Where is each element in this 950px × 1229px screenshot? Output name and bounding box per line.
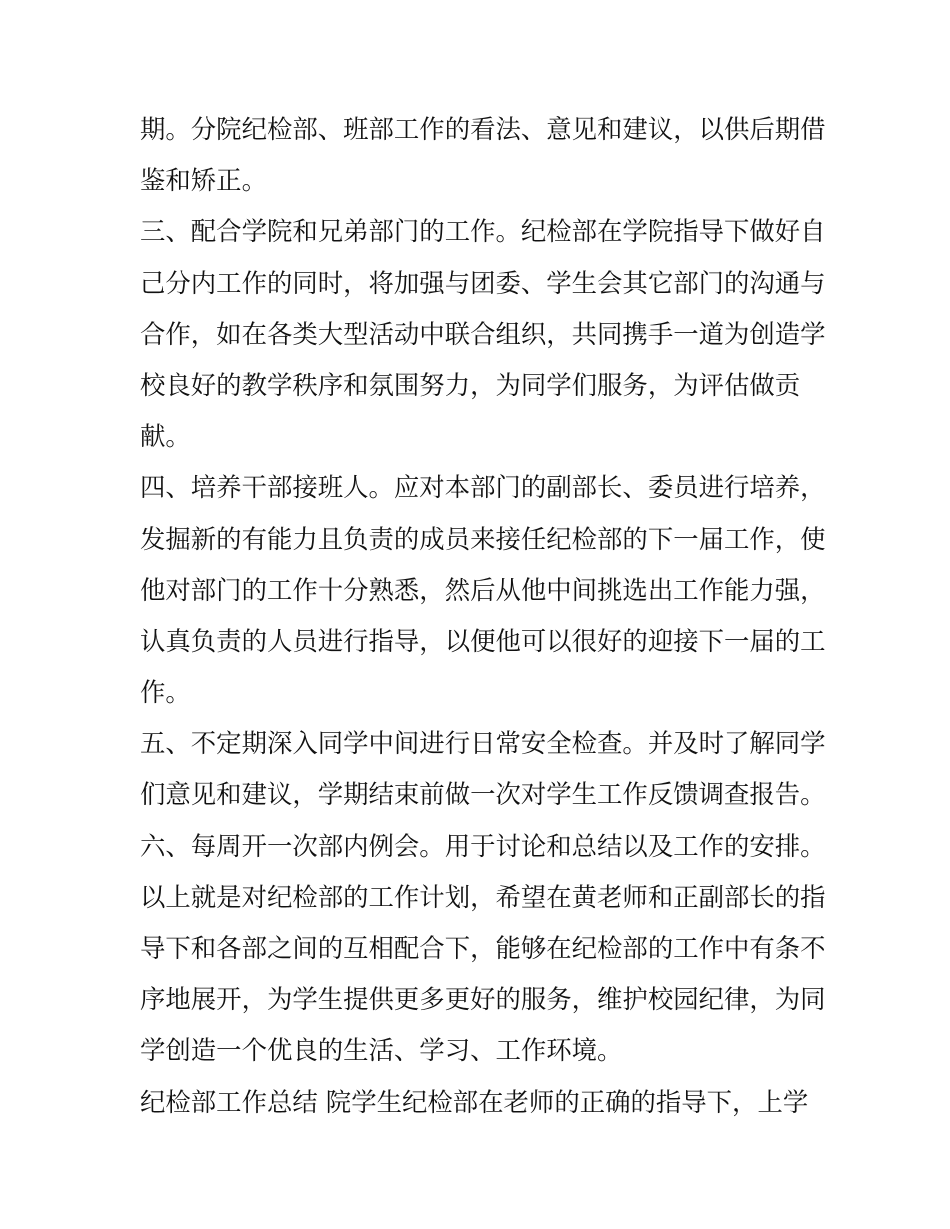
text-line: 学创造一个优良的生活、学习、工作环境。 — [140, 1035, 623, 1066]
text-line: 认真负责的人员进行指导，以便他可以很好的迎接下一届的工 — [140, 625, 826, 656]
text-line: 五、不定期深入同学中间进行日常安全检查。并及时了解同学 — [140, 728, 826, 759]
text-line: 导下和各部之间的互相配合下，能够在纪检部的工作中有条不 — [140, 933, 826, 963]
text-line: 鉴和矫正。 — [140, 165, 267, 196]
text-line: 纪检部工作总结 院学生纪检部在老师的正确的指导下，上学 — [140, 1086, 809, 1117]
text-line: 四、培养干部接班人。应对本部门的副部长、委员进行培养， — [140, 472, 826, 503]
text-line: 校良好的教学秩序和氛围努力，为同学们服务，为评估做贡 — [140, 369, 801, 400]
text-line: 他对部门的工作十分熟悉，然后从他中间挑选出工作能力强， — [140, 574, 826, 605]
text-line: 献。 — [140, 421, 191, 452]
text-line: 己分内工作的同时，将加强与团委、学生会其它部门的沟通与 — [140, 267, 826, 298]
text-line: 期。分院纪检部、班部工作的看法、意见和建议，以供后期借 — [140, 114, 826, 144]
text-line: 作。 — [140, 677, 191, 708]
text-line: 发掘新的有能力且负责的成员来接任纪检部的下一届工作，使 — [140, 523, 826, 554]
text-line: 以上就是对纪检部的工作计划，希望在黄老师和正副部长的指 — [140, 881, 826, 912]
text-line: 六、每周开一次部内例会。用于讨论和总结以及工作的安排。 — [140, 830, 826, 861]
body-text — [140, 104, 826, 1128]
text-line: 三、配合学院和兄弟部门的工作。纪检部在学院指导下做好自 — [140, 216, 826, 247]
text-line: 序地展开，为学生提供更多更好的服务，维护校园纪律，为同 — [140, 984, 826, 1015]
text-line: 们意见和建议，学期结束前做一次对学生工作反馈调查报告。 — [140, 779, 826, 810]
text-line: 合作，如在各类大型活动中联合组织，共同携手一道为创造学 — [140, 318, 826, 349]
